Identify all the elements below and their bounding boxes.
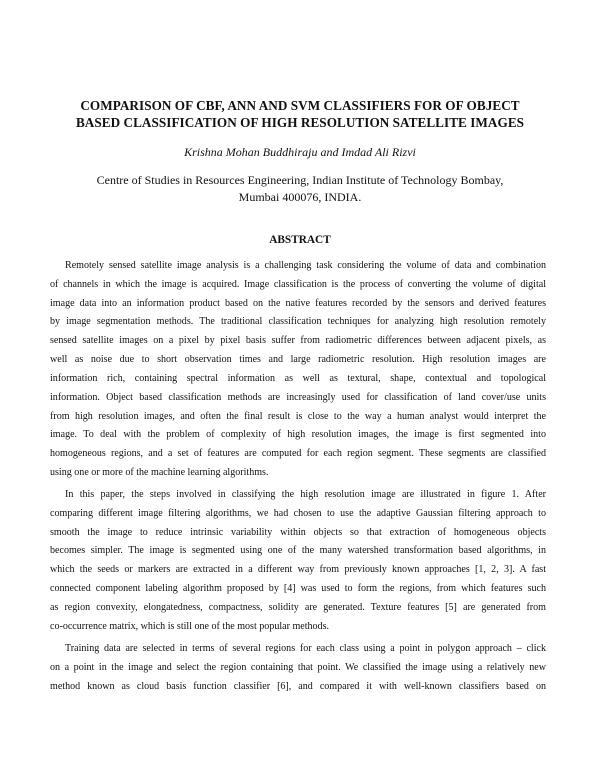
author-list: Krishna Mohan Buddhiraju and Imdad Ali Rizvi	[184, 145, 416, 159]
paragraph-line: smooth the image to reduce intrinsic variability within objects so that extraction of homogeneous objects	[50, 526, 546, 538]
abstract-paragraph-2	[50, 486, 546, 637]
paragraph-line: co-occurrence matrix, which is still one of the most popular methods.	[50, 620, 330, 632]
affiliation-line-1: Centre of Studies in Resources Engineering, Indian Institute of Technology Bombay,	[96, 173, 504, 187]
paragraph-line: Training data are selected in terms of several regions for each class using a point in polygon approach – click	[65, 643, 546, 654]
paragraph-line: information rich, containing spectral information as well as textural, shape, contextual and topological	[50, 372, 546, 384]
paragraph-line: image. To deal with the problem of complexity of high resolution images, the image is first segmented into	[50, 429, 546, 441]
paragraph-line: which the seeds or markers are extracted in a different way from previously known approaches [1, 2, 3]. A fast	[50, 564, 546, 576]
paper-title	[60, 97, 540, 131]
paragraph-line: Remotely sensed satellite image analysis is a challenging task considering the volume of data and combination	[65, 260, 546, 271]
title-line-2: BASED CLASSIFICATION OF HIGH RESOLUTION SATELLITE IMAGES	[75, 115, 525, 130]
paragraph-line: sensed satellite images on a pixel by pixel basis suffer from radiometric differences between adjacent pixels, as	[50, 335, 546, 347]
paragraph-line: information. Object based classification methods are increasingly used for classification of land cover/use units	[50, 391, 546, 403]
paragraph-line: homogeneous regions, and a set of features are computed for each region segment. These segments are classified	[50, 448, 546, 460]
abstract-paragraph-1	[50, 257, 546, 483]
title-line-1: COMPARISON OF CBF, ANN AND SVM CLASSIFIERS FOR OF OBJECT	[80, 98, 520, 113]
paragraph-line: of channels in which the image is acquired. Image classification is the process of converting the volume of digital	[50, 278, 546, 290]
abstract-heading: ABSTRACT	[269, 234, 331, 246]
paragraph-line: by image segmentation methods. The traditional classification techniques for analyzing high resolution remotely	[50, 316, 546, 328]
paragraph-line: from high resolution images, and often the final result is close to the way a human analyst would interpret the	[50, 410, 546, 422]
paragraph-line: as region convexity, elongatedness, compactness, solidity are generated. Texture features [5] are generated from	[50, 601, 546, 613]
paragraph-line: becomes simpler. The image is segmented using one of the many watershed transformation based algorithms, in	[50, 545, 546, 557]
affiliation-line-2: Mumbai 400076, INDIA.	[238, 190, 362, 204]
paragraph-line: using one or more of the machine learning algorithms.	[50, 467, 269, 479]
paragraph-line: method known as cloud basis function classifier [6], and compared it with well-known classifiers based on	[50, 680, 546, 692]
affiliation	[60, 172, 540, 206]
paragraph-line: connected component labeling algorithm proposed by [4] was used to form the regions, from which features such	[50, 583, 546, 595]
paragraph-line: well as noise due to short observation times and large radiometric resolution. High resolution images are	[50, 354, 546, 366]
paragraph-line: comparing different image filtering algorithms, we had chosen to use the adaptive Gaussian filtering approach to	[50, 507, 546, 519]
paragraph-line: image data into an information product based on the native features recorded by the sensors and derived features	[50, 297, 546, 309]
paragraph-line: on a point in the image and select the region containing that point. We classified the image using a relatively new	[50, 661, 546, 673]
abstract-paragraph-3	[50, 640, 546, 696]
paragraph-line: In this paper, the steps involved in classifying the high resolution image are illustrated in figure 1. After	[65, 489, 546, 500]
